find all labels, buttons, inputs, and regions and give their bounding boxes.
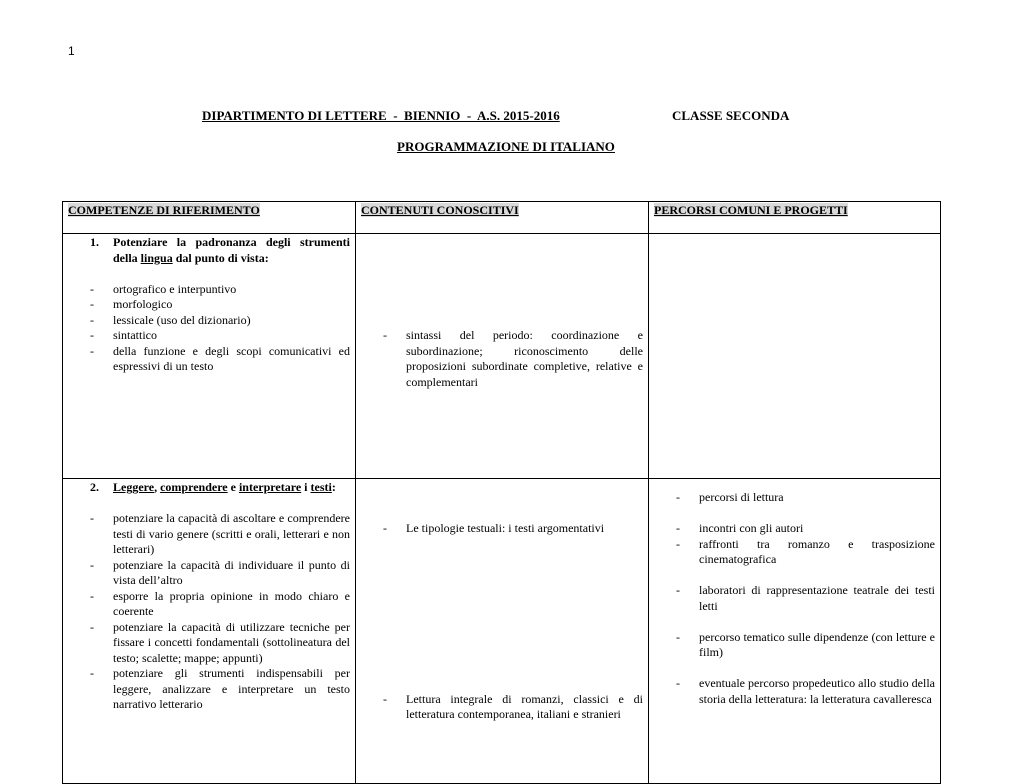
header-contenuti: CONTENUTI CONOSCITIVI <box>356 202 649 234</box>
list-item: - laboratori di rappresentazione teatrale dei testi letti <box>654 583 935 614</box>
list-item: - sintattico <box>68 328 350 344</box>
competence-list-2 <box>68 511 350 713</box>
list-item: - incontri con gli autori <box>654 521 935 537</box>
list-item: - ortografico e interpuntivo <box>68 282 350 298</box>
content-list-2 <box>361 521 643 723</box>
percorsi-cell-2 <box>649 479 941 784</box>
list-item: - lessicale (uso del dizionario) <box>68 313 350 329</box>
list-item: - esporre la propria opinione in modo chiaro e coerente <box>68 589 350 620</box>
class-title: CLASSE SECONDA <box>672 108 790 123</box>
table-row <box>63 479 941 784</box>
list-item: - eventuale percorso propedeutico allo studio della storia della letteratura: la letteratura cavalleresca <box>654 676 935 707</box>
list-item: - potenziare la capacità di utilizzare tecniche per fissare i concetti fondamentali (sottolineatura del testo; scalette; mappe; appunti) <box>68 620 350 667</box>
contenuti-cell-2 <box>356 479 649 784</box>
header-percorsi: PERCORSI COMUNI E PROGETTI <box>649 202 941 234</box>
list-item: - Le tipologie testuali: i testi argomentativi <box>361 521 643 537</box>
table-header-row <box>63 202 941 234</box>
project-list <box>654 490 935 707</box>
competenze-cell-1 <box>63 234 356 479</box>
list-item: - della funzione e degli scopi comunicativi ed espressivi di un testo <box>68 344 350 375</box>
list-item: - potenziare la capacità di individuare il punto di vista dell’altro <box>68 558 350 589</box>
subtitle-text: PROGRAMMAZIONE DI ITALIANO <box>397 139 615 154</box>
list-item: - morfologico <box>68 297 350 313</box>
list-item: - potenziare gli strumenti indispensabili per leggere, analizzare e interpretare un testo narrativo letterario <box>68 666 350 713</box>
list-item: - Lettura integrale di romanzi, classici e di letteratura contemporanea, italiani e stranieri <box>361 692 643 723</box>
competence-list-1 <box>68 282 350 375</box>
content-list-1 <box>361 328 643 390</box>
list-item: - percorso tematico sulle dipendenze (con letture e film) <box>654 630 935 661</box>
page-number: 1 <box>68 44 75 58</box>
header-competenze: COMPETENZE DI RIFERIMENTO <box>63 202 356 234</box>
list-item: - sintassi del periodo: coordinazione e subordinazione; riconoscimento delle proposizioni subordinate completive, relative e complementari <box>361 328 643 390</box>
department-title: DIPARTIMENTO DI LETTERE - BIENNIO - A.S. 2015-2016 <box>202 108 560 123</box>
document-subtitle <box>0 139 1024 155</box>
contenuti-cell-1 <box>356 234 649 479</box>
list-item: - raffronti tra romanzo e trasposizione cinematografica <box>654 537 935 568</box>
list-item: - percorsi di lettura <box>654 490 935 506</box>
competence-heading-2: 2. Leggere, comprendere e interpretare i testi: <box>90 480 336 494</box>
table-row <box>63 234 941 479</box>
programme-table <box>62 201 941 784</box>
document-header <box>202 108 842 124</box>
competence-heading-1: 1. Potenziare la padronanza degli strumenti della lingua dal punto di vista: <box>90 235 350 265</box>
percorsi-cell-1 <box>649 234 941 479</box>
competenze-cell-2 <box>63 479 356 784</box>
list-item: - potenziare la capacità di ascoltare e comprendere testi di vario genere (scritti e orali, letterari e non letterari) <box>68 511 350 558</box>
